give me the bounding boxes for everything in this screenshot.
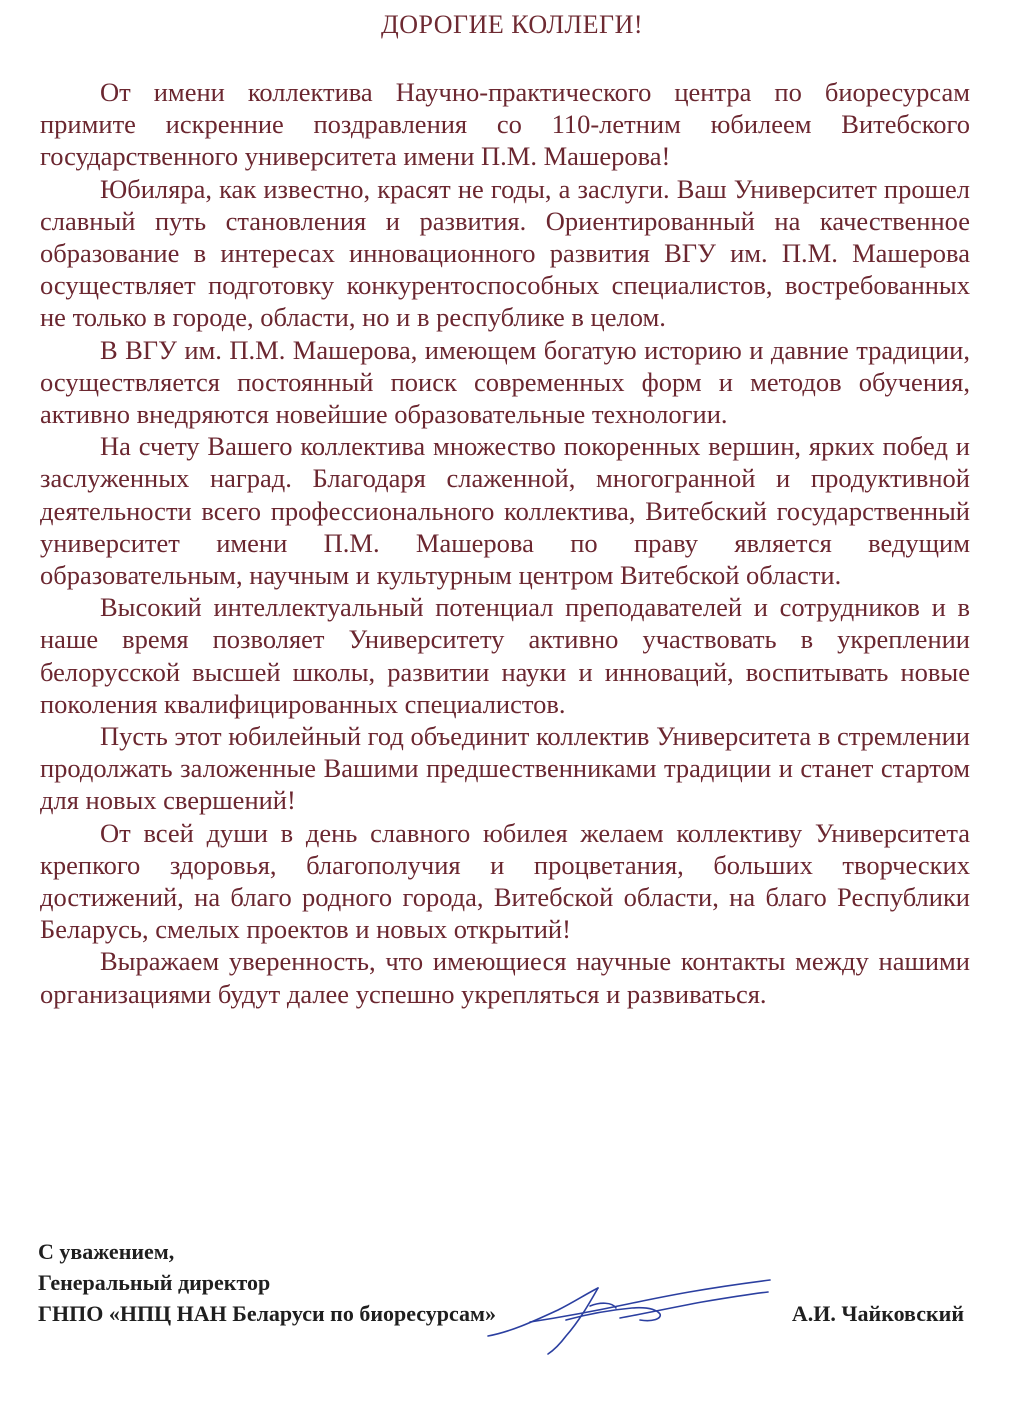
paragraph-6: Пусть этот юбилейный год объединит коллектив Университета в стремлении продолжать заложенные Вашими предшественниками традиции и станет стартом для новых свершений! (40, 721, 970, 816)
closing-regards: С уважением, (38, 1239, 175, 1264)
handwritten-signature (470, 1262, 790, 1362)
paragraph-4: На счету Вашего коллектива множество покоренных вершин, ярких побед и заслуженных наград. Благодаря слаженной, многогранной и продуктивной деятельности всего профессионального коллектива, Витебский государственный университет имени П.М. Машерова по праву является ведущим образовательным, научным и культурным центром Витебской области. (40, 431, 970, 591)
paragraph-3: В ВГУ им. П.М. Машерова, имеющем богатую историю и давние традиции, осуществляется постоянный поиск современных форм и методов обучения, активно внедряются новейшие образовательные технологии. (40, 334, 970, 430)
paragraph-2: Юбиляра, как известно, красят не годы, а заслуги. Ваш Университет прошел славный путь становления и развития. Ориентированный на качественное образование в интересах инновационного развития ВГУ им. П.М. Машерова осуществляет подготовку конкурентоспособных специалистов, востребованных не только в городе, области, но и в республике в целом. (40, 173, 970, 333)
paragraph-7: От всей души в день славного юбилея желаем коллективу Университета крепкого здоровья, благополучия и процветания, больших творческих достижений, на благо родного города, Витебской области, на благо Республики Беларусь, смелых проектов и новых открытий! (40, 817, 970, 945)
closing-organization: ГНПО «НПЦ НАН Беларуси по биоресурсам» (38, 1301, 496, 1326)
paragraph-8: Выражаем уверенность, что имеющиеся научные контакты между нашими организациями будут далее успешно укрепляться и развиваться. (40, 946, 970, 1009)
closing-position: Генеральный директор (38, 1270, 271, 1295)
paragraph-1: От имени коллектива Научно-практического центра по биоресурсам примите искренние поздравления со 110-летним юбилеем Витебского государственного университета имени П.М. Машерова! (40, 77, 970, 172)
letter-heading: ДОРОГИЕ КОЛЛЕГИ! (380, 10, 644, 39)
letter-body (40, 76, 970, 1010)
signer-name: А.И. Чайковский (791, 1301, 964, 1326)
paragraph-5: Высокий интеллектуальный потенциал преподавателей и сотрудников и в наше время позволяет Университету активно участвовать в укреплении белорусской высшей школы, развитии науки и инноваций, воспитывать новые поколения квалифицированных специалистов. (40, 592, 970, 719)
